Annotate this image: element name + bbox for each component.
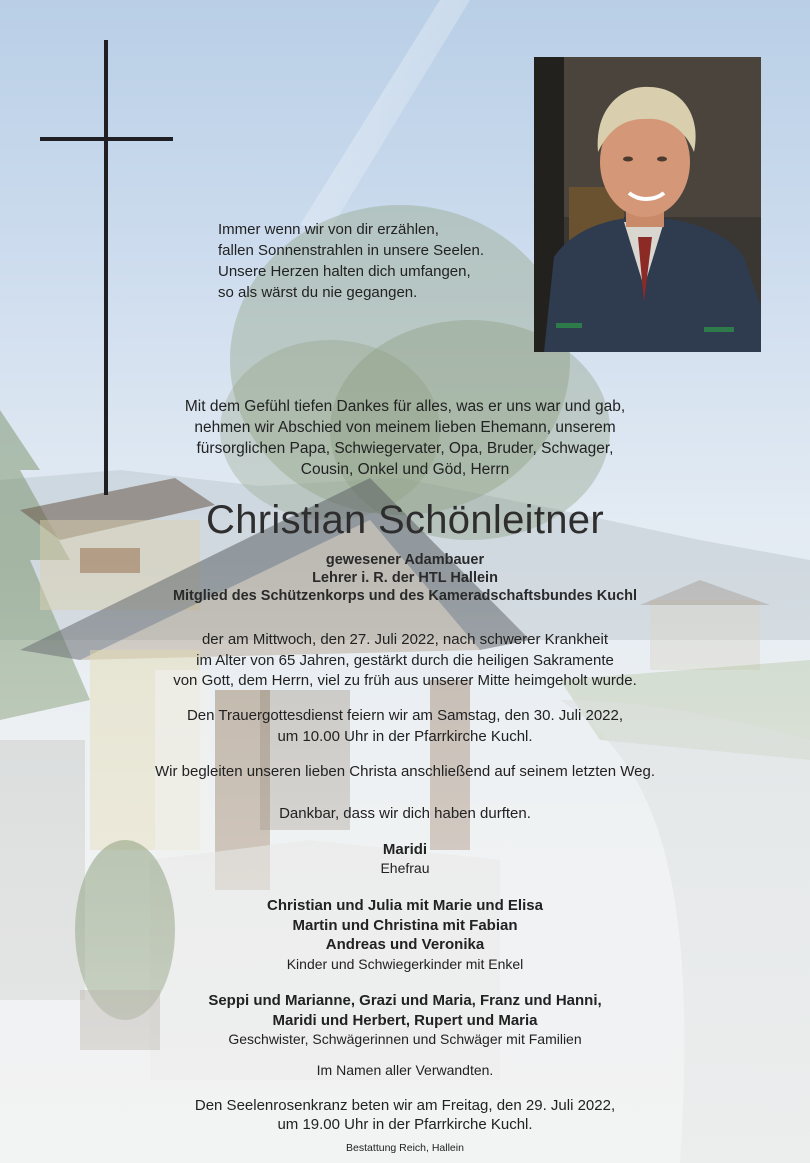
- poem-line: Immer wenn wir von dir erzählen,: [218, 221, 439, 238]
- notice-line: der am Mittwoch, den 27. Juli 2022, nach schwerer Krankheit: [201, 631, 609, 648]
- notice-line: im Alter von 65 Jahren, gestärkt durch die heiligen Sakramente: [196, 651, 614, 669]
- funeral-line: um 10.00 Uhr in der Pfarrkirche Kuchl.: [277, 727, 533, 745]
- funeral-home: Bestattung Reich, Hallein: [346, 1142, 464, 1154]
- rosary-line: Den Seelenrosenkranz beten wir am Freitag, den 29. Juli 2022,: [194, 1097, 616, 1114]
- sibling-line: Seppi und Marianne, Grazi und Maria, Franz und Hanni,: [208, 992, 602, 1009]
- poem-line: so als wärst du nie gegangen.: [218, 284, 418, 301]
- portrait-photo: [534, 57, 761, 352]
- siblings-relation: Geschwister, Schwägerinnen und Schwäger mit Familien: [228, 1031, 582, 1047]
- spouse: [0, 840, 810, 878]
- spouse-relation: Ehefrau: [380, 860, 430, 876]
- child-line: Martin und Christina mit Fabian: [292, 916, 518, 934]
- children: [0, 896, 810, 974]
- title-line: Lehrer i. R. der HTL Hallein: [312, 570, 498, 586]
- spouse-name: Maridi: [382, 841, 428, 858]
- titles: [0, 551, 810, 605]
- gratitude-text: Dankbar, dass wir dich haben durften.: [279, 805, 531, 822]
- funeral-info: [0, 706, 810, 747]
- relatives-text: Im Namen aller Verwandten.: [316, 1062, 494, 1078]
- funeral-line: Den Trauergottesdienst feiern wir am Samstag, den 30. Juli 2022,: [186, 707, 624, 724]
- intro-text: [0, 396, 810, 480]
- child-line: Andreas und Veronika: [325, 936, 485, 953]
- intro-line: nehmen wir Abschied von meinem lieben Ehemann, unserem: [194, 419, 616, 436]
- notice-line: von Gott, dem Herrn, viel zu früh aus unserer Mitte heimgeholt wurde.: [173, 672, 637, 689]
- title-line: Mitglied des Schützenkorps und des Kameradschaftsbundes Kuchl: [172, 588, 638, 604]
- title-line: gewesener Adambauer: [325, 552, 485, 568]
- rosary-info: [0, 1097, 810, 1134]
- accompany-text: Wir begleiten unseren lieben Christa anschließend auf seinem letzten Weg.: [155, 763, 655, 780]
- child-line: Christian und Julia mit Marie und Elisa: [267, 897, 543, 914]
- poem-line: Unsere Herzen halten dich umfangen,: [218, 263, 471, 280]
- sibling-line: Maridi und Herbert, Rupert und Maria: [272, 1011, 538, 1029]
- poem-line: fallen Sonnenstrahlen in unsere Seelen.: [218, 242, 485, 259]
- death-notice: [0, 630, 810, 692]
- children-relation: Kinder und Schwiegerkinder mit Enkel: [286, 955, 524, 972]
- intro-line: Cousin, Onkel und Göd, Herrn: [300, 461, 510, 478]
- poem: [218, 219, 484, 303]
- intro-line: fürsorglichen Papa, Schwiegervater, Opa, Bruder, Schwager,: [196, 440, 614, 457]
- rosary-line: um 19.00 Uhr in der Pfarrkirche Kuchl.: [277, 1115, 533, 1133]
- intro-line: Mit dem Gefühl tiefen Dankes für alles, was er uns war und gab,: [184, 398, 626, 415]
- deceased-name: Christian Schönleitner: [206, 498, 604, 542]
- siblings: [0, 991, 810, 1050]
